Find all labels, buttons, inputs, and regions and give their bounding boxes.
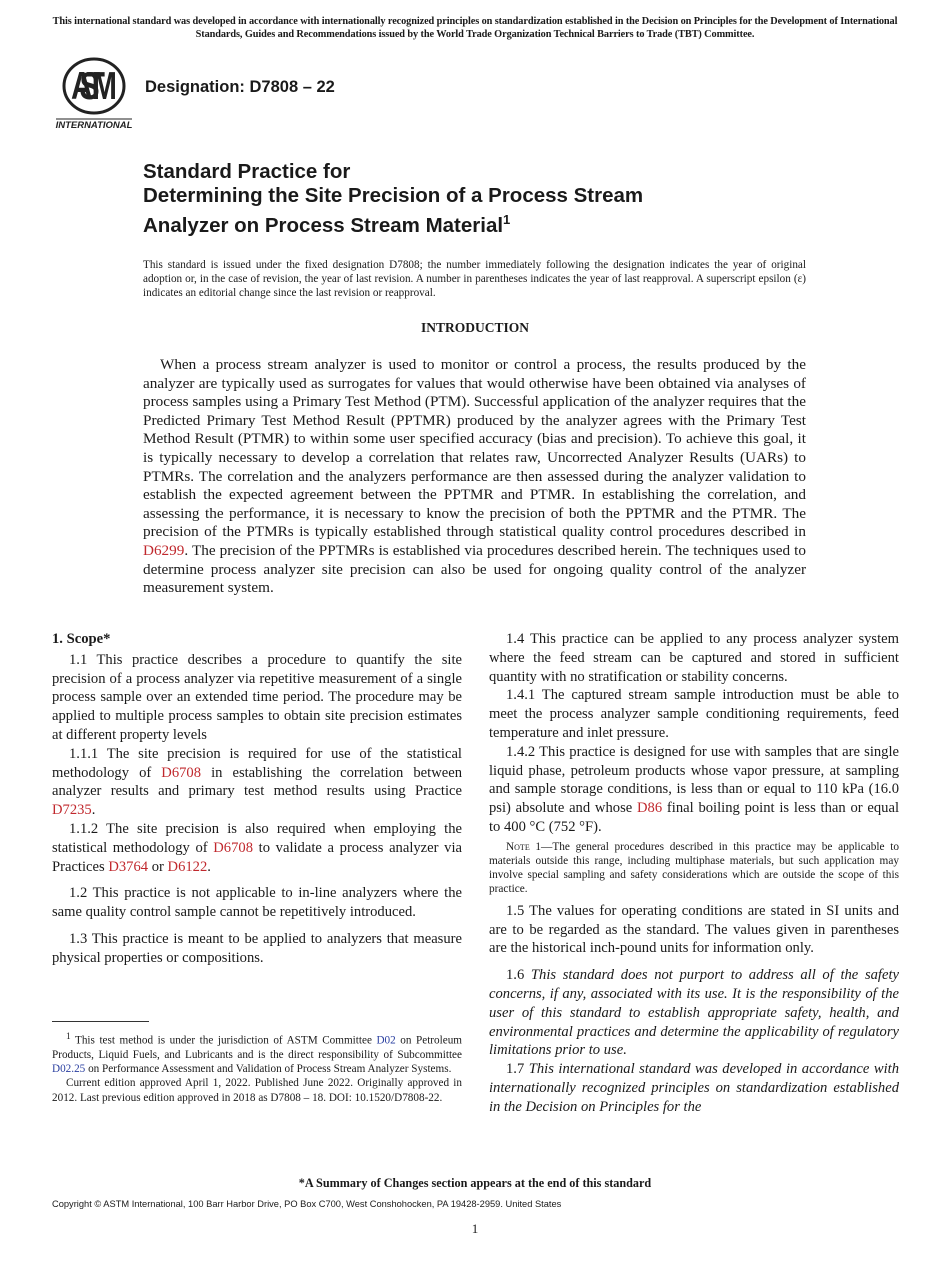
text-segment: 1.6: [506, 967, 531, 984]
standard-link[interactable]: D6708: [213, 839, 253, 856]
footnote-ref[interactable]: 1: [503, 212, 511, 227]
text-segment: When a process stream analyzer is used to monitor or control a process, the results produced by the analyzer are typically used as surrogates for values that would otherwise have been obtained via analyses of process samples using a Primary Test Method (PTM). Successful application of the analyzer requires that the Predicted Primary Test Method Result (PPTMR) produced by the analyzer agrees with the Primary Test Method Result (PTMR) to within some user specified accuracy (bias and precision). To achieve this goal, it is typically necessary to develop a correlation that relates raw, Uncorrected Analyzer Results (UARs) to PTMRs. The correlation and the analyzers performance are then assessed during the analyzer validation to establish the expected agreement between the PPTMR and PTMR. In establishing the correlation, and assessing the performance, it is necessary to know the precision of both the PPTMR and the PTMR. The precision of the PTMRs is typically established through statistical quality control procedures described in: [143, 356, 806, 541]
standard-link[interactable]: D02: [376, 1034, 396, 1047]
footnote-edition: [52, 1076, 462, 1104]
text-segment: to validate a process analyzer via Practices: [52, 839, 462, 875]
text-segment: 1.7: [506, 1061, 529, 1078]
text-segment: —The general procedures described in this practice may be applicable to materials outside this range, including multiphase materials, but such application may involve special sampling and safety considerations which are outside the scope of this practice.: [489, 840, 899, 895]
text-segment: 1.5 The values for operating conditions are stated in SI units and are to be regarded as the standard. The values given in parentheses are the historical inch-pound units for information only.: [489, 902, 899, 957]
note-1: [489, 840, 899, 896]
paragraph-1-1: [52, 651, 462, 745]
text-segment: Note 1: [506, 840, 542, 853]
text-segment: 1.1.1 The site precision is required for use of the statistical methodology of: [52, 745, 462, 781]
text-segment: 1.2 This practice is not applicable to in-line analyzers where the same quality control sample cannot be repetitively introduced.: [52, 885, 462, 921]
right-column: [489, 630, 899, 1117]
title-line: Determining the Site Precision of a Process Stream: [143, 184, 644, 207]
copyright: Copyright © ASTM International, 100 Barr Harbor Drive, PO Box C700, West Conshohocken, PA 19428-2959. United States: [52, 1199, 562, 1209]
text-segment: This international standard was developed in accordance with internationally recognized principles on standardization established in the Decision on Principles for the: [489, 1061, 900, 1115]
text-segment: on Performance Assessment and Validation of Process Stream Analyzer Systems.: [85, 1063, 452, 1076]
page-number: 1: [471, 1221, 479, 1236]
paragraph-1-1-1: [52, 745, 462, 820]
text-segment: 1.3 This practice is meant to be applied to analyzers that measure physical properties or compositions.: [52, 930, 462, 966]
svg-text:ASTM: ASTM: [71, 65, 117, 108]
text-segment: This test method is under the jurisdiction of ASTM Committee: [70, 1034, 377, 1047]
paragraph-1-4: [489, 630, 899, 686]
wto-notice: This international standard was developed in accordance with internationally recognized principles on standardization established in the Decision on Principles for the Development of International Standards, Guides and Recommendations issued by the World Trade Organization Technical Barriers to Trade (TBT) Committee.: [52, 16, 898, 40]
section-heading-scope: 1. Scope*: [52, 631, 111, 647]
text-segment: final boiling point is less than or equal to 400 °C (752 °F).: [489, 800, 900, 835]
text-segment: 1.4.2 This practice is designed for use with samples that are single liquid phase, petroleum products whose vapor pressure, at sampling and sample storage conditions, is less than or equal to 110 kPa (16.0 psi) absolute and whose: [489, 743, 899, 817]
paragraph-1-1-2: [52, 820, 462, 876]
standard-link[interactable]: D6122: [167, 858, 208, 875]
standard-link[interactable]: D6708: [161, 764, 202, 781]
standard-link[interactable]: D02.25: [52, 1063, 86, 1076]
text-segment: on Petroleum Products, Liquid Fuels, and Lubricants and is the direct responsibility of Subcommittee: [52, 1034, 462, 1061]
document-title: [143, 160, 643, 238]
standard-link[interactable]: D3764: [108, 858, 149, 875]
text-segment: . The precision of the PPTMRs is established via procedures described herein. The techniques used to determine process analyzer site precision can also be used for ongoing quality control of the analyzer measurement system.: [143, 541, 806, 597]
footnote-divider: [52, 1021, 149, 1022]
text-segment: 1.4.1 The captured stream sample introduction must be able to meet the process analyzer sample conditioning requirements, feed temperature and inlet pressure.: [489, 687, 899, 741]
standard-link[interactable]: D86: [637, 800, 663, 817]
text-segment: Current edition approved April 1, 2022. Published June 2022. Originally approved in 2012. Last previous edition approved in 2018 as D7808 – 18. DOI: 10.1520/D7808-22.: [52, 1077, 462, 1104]
astm-logo: [54, 56, 134, 132]
text-segment: or: [148, 858, 168, 875]
text-segment: This standard does not purport to address all of the safety concerns, if any, associated with its use. It is the responsibility of the user of this standard to establish appropriate safety, health, and environmental practices and determine the applicability of regulatory limitations prior to use.: [489, 967, 899, 1059]
summary-of-changes-note: *A Summary of Changes section appears at the end of this standard: [298, 1176, 652, 1190]
title-line: Analyzer on Process Stream Material: [143, 213, 504, 237]
paragraph-1-4-2: [489, 743, 899, 837]
paragraph-1-5: [489, 902, 899, 958]
introduction-heading: INTRODUCTION: [420, 320, 529, 335]
paragraph-1-4-1: [489, 686, 899, 742]
svg-text:INTERNATIONAL: INTERNATIONAL: [55, 120, 133, 131]
text-segment: 1.1 This practice describes a procedure to quantify the site precision of a process analyzer via repetitive measurement of a single process sample over an extended time period. The procedure may be applied to multiple process samples to obtain site precision estimates at different property levels: [52, 651, 462, 743]
introduction-body: [143, 356, 806, 598]
standard-link[interactable]: D7235: [52, 802, 92, 819]
standard-link[interactable]: D6299: [143, 541, 185, 559]
text-segment: .: [91, 802, 96, 819]
footnote-1: [52, 1030, 462, 1076]
footnotes: [52, 1030, 462, 1105]
paragraph-1-7: [489, 1060, 899, 1116]
paragraph-1-6: [489, 966, 899, 1060]
edition-note: This standard is issued under the fixed designation D7808; the number immediately following the designation indicates the year of original adoption or, in the case of revision, the year of last revision. A number in parentheses indicates the year of last reapproval. A superscript epsilon (ε) indicates an editorial change since the last revision or reapproval.: [143, 259, 806, 299]
text-segment: .: [207, 858, 211, 875]
designation: Designation: D7808 – 22: [145, 78, 335, 96]
left-column: [52, 630, 462, 968]
paragraph-1-2: [52, 884, 462, 922]
text-segment: in establishing the correlation between analyzer results and primary test method results using Practice: [52, 764, 462, 800]
paragraph-1-3: [52, 930, 462, 968]
text-segment: 1.4 This practice can be applied to any process analyzer system where the feed stream can be captured and stored in sufficient quantity with no stratification or stability concerns.: [489, 631, 899, 685]
text-segment: 1.1.2 The site precision is also required when employing the statistical methodology of: [52, 820, 462, 856]
title-line: Standard Practice for: [143, 160, 351, 183]
footnote-marker: 1: [66, 1032, 71, 1042]
